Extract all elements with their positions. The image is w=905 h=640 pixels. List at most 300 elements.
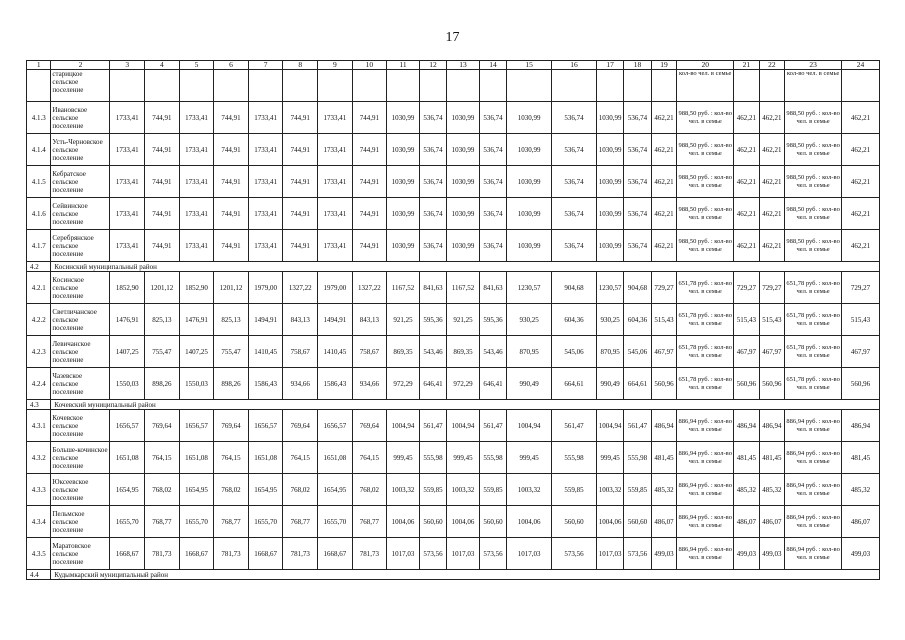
- value-cell: 999,45: [507, 442, 552, 474]
- value-cell: 1004,94: [507, 410, 552, 442]
- value-cell: 515,43: [651, 304, 676, 336]
- note-cell: 988,50 руб. : кол-во чел. в семье: [785, 166, 842, 198]
- value-cell: 664,61: [552, 368, 597, 400]
- value-cell: 573,56: [479, 538, 506, 570]
- value-cell: 755,47: [214, 336, 249, 368]
- value-cell: 1410,45: [248, 336, 283, 368]
- note-cell: 886,94 руб. : кол-во чел. в семье: [677, 410, 734, 442]
- settlement-name: Пельмское сельское поселение: [51, 506, 110, 538]
- note-cell: 886,94 руб. : кол-во чел. в семье: [677, 538, 734, 570]
- value-cell: 462,21: [759, 102, 784, 134]
- value-cell: 769,64: [352, 410, 387, 442]
- value-cell: 486,94: [651, 410, 676, 442]
- value-cell: [479, 70, 506, 102]
- value-cell: 1167,52: [387, 272, 420, 304]
- value-cell: 999,45: [447, 442, 480, 474]
- column-number: 14: [479, 61, 506, 70]
- value-cell: 1733,41: [318, 166, 353, 198]
- value-cell: 768,02: [214, 474, 249, 506]
- value-cell: 1668,67: [179, 538, 214, 570]
- value-cell: 869,35: [387, 336, 420, 368]
- value-cell: [759, 70, 784, 102]
- value-cell: 934,66: [283, 368, 318, 400]
- column-number: 5: [179, 61, 214, 70]
- value-cell: 769,64: [283, 410, 318, 442]
- table-row: [27, 538, 880, 570]
- value-cell: 536,74: [552, 166, 597, 198]
- value-cell: 555,98: [552, 442, 597, 474]
- value-cell: 744,91: [352, 198, 387, 230]
- value-cell: 1668,67: [248, 538, 283, 570]
- note-cell: 651,78 руб. : кол-во чел. в семье: [785, 336, 842, 368]
- table-row: [27, 368, 880, 400]
- value-cell: 595,36: [419, 304, 446, 336]
- value-cell: 1030,99: [596, 230, 623, 262]
- column-number: 15: [507, 61, 552, 70]
- value-cell: [387, 70, 420, 102]
- value-cell: 536,74: [624, 102, 651, 134]
- column-number: 23: [785, 61, 842, 70]
- value-cell: 462,21: [759, 166, 784, 198]
- value-cell: 1030,99: [596, 166, 623, 198]
- value-cell: 462,21: [842, 102, 880, 134]
- value-cell: 1004,06: [507, 506, 552, 538]
- value-cell: 1030,99: [387, 166, 420, 198]
- value-cell: 536,74: [419, 230, 446, 262]
- header-row: [27, 61, 880, 70]
- column-number: 6: [214, 61, 249, 70]
- value-cell: 462,21: [651, 102, 676, 134]
- value-cell: [651, 70, 676, 102]
- column-number: 3: [110, 61, 145, 70]
- row-id: 4.3.1: [27, 410, 51, 442]
- value-cell: 781,73: [145, 538, 180, 570]
- value-cell: 499,03: [759, 538, 784, 570]
- value-cell: 972,29: [447, 368, 480, 400]
- value-cell: 481,45: [734, 442, 759, 474]
- value-cell: 555,98: [479, 442, 506, 474]
- value-cell: 486,07: [651, 506, 676, 538]
- table-row: [27, 442, 880, 474]
- value-cell: 1004,94: [447, 410, 480, 442]
- table-row: [27, 166, 880, 198]
- value-cell: 646,41: [419, 368, 446, 400]
- value-cell: 744,91: [283, 166, 318, 198]
- table-row: [27, 272, 880, 304]
- value-cell: 758,67: [352, 336, 387, 368]
- value-cell: 1733,41: [318, 198, 353, 230]
- column-number: 19: [651, 61, 676, 70]
- value-cell: 1167,52: [447, 272, 480, 304]
- section-id: 4.2: [27, 262, 51, 272]
- value-cell: 462,21: [842, 166, 880, 198]
- value-cell: 536,74: [419, 198, 446, 230]
- value-cell: 499,03: [734, 538, 759, 570]
- value-cell: 1979,00: [248, 272, 283, 304]
- value-cell: 843,13: [283, 304, 318, 336]
- value-cell: 1230,57: [596, 272, 623, 304]
- value-cell: 485,32: [651, 474, 676, 506]
- value-cell: 560,60: [419, 506, 446, 538]
- value-cell: 462,21: [842, 198, 880, 230]
- value-cell: 744,91: [214, 102, 249, 134]
- value-cell: 729,27: [759, 272, 784, 304]
- section-row: [27, 262, 880, 272]
- section-name: Косинский муниципальный район: [51, 262, 880, 272]
- value-cell: 1651,08: [179, 442, 214, 474]
- value-cell: 1586,43: [318, 368, 353, 400]
- value-cell: 1733,41: [318, 230, 353, 262]
- note-cell: 651,78 руб. : кол-во чел. в семье: [677, 272, 734, 304]
- value-cell: 768,77: [214, 506, 249, 538]
- row-id: 4.2.1: [27, 272, 51, 304]
- value-cell: 744,91: [145, 102, 180, 134]
- value-cell: 515,43: [734, 304, 759, 336]
- value-cell: 781,73: [352, 538, 387, 570]
- value-cell: 1030,99: [447, 166, 480, 198]
- table-row: [27, 336, 880, 368]
- page-number: 17: [445, 30, 460, 45]
- value-cell: 481,45: [651, 442, 676, 474]
- value-cell: 646,41: [479, 368, 506, 400]
- value-cell: 764,15: [214, 442, 249, 474]
- value-cell: 1656,57: [110, 410, 145, 442]
- value-cell: 768,77: [283, 506, 318, 538]
- table-row: [27, 474, 880, 506]
- value-cell: 1733,41: [248, 198, 283, 230]
- column-number: 22: [759, 61, 784, 70]
- row-id: 4.2.3: [27, 336, 51, 368]
- note-cell: 651,78 руб. : кол-во чел. в семье: [677, 304, 734, 336]
- value-cell: 870,95: [596, 336, 623, 368]
- value-cell: 486,94: [759, 410, 784, 442]
- value-cell: 462,21: [734, 102, 759, 134]
- value-cell: 921,25: [387, 304, 420, 336]
- settlement-name: Усть-Черновское сельское поселение: [51, 134, 110, 166]
- row-id: 4.1.3: [27, 102, 51, 134]
- value-cell: 1733,41: [318, 134, 353, 166]
- value-cell: 744,91: [283, 134, 318, 166]
- value-cell: 604,36: [624, 304, 651, 336]
- value-cell: 1030,99: [507, 102, 552, 134]
- value-cell: 486,07: [759, 506, 784, 538]
- row-id: 4.2.4: [27, 368, 51, 400]
- value-cell: 1733,41: [248, 166, 283, 198]
- note-cell: 886,94 руб. : кол-во чел. в семье: [785, 442, 842, 474]
- value-cell: [734, 70, 759, 102]
- value-cell: 515,43: [842, 304, 880, 336]
- value-cell: 559,85: [624, 474, 651, 506]
- value-cell: 499,03: [651, 538, 676, 570]
- section-name: Кудымкарский муниципальный район: [51, 570, 880, 580]
- column-number: 20: [677, 61, 734, 70]
- value-cell: 758,67: [283, 336, 318, 368]
- section-id: 4.3: [27, 400, 51, 410]
- value-cell: 1494,91: [248, 304, 283, 336]
- value-cell: 536,74: [419, 134, 446, 166]
- value-cell: 560,60: [552, 506, 597, 538]
- value-cell: 764,15: [283, 442, 318, 474]
- value-cell: 898,26: [214, 368, 249, 400]
- value-cell: 1017,03: [387, 538, 420, 570]
- value-cell: 744,91: [352, 230, 387, 262]
- value-cell: 561,47: [624, 410, 651, 442]
- value-cell: 485,32: [734, 474, 759, 506]
- value-cell: 467,97: [759, 336, 784, 368]
- value-cell: 930,25: [507, 304, 552, 336]
- value-cell: 1003,32: [387, 474, 420, 506]
- value-cell: 1733,41: [248, 102, 283, 134]
- value-cell: 1030,99: [596, 102, 623, 134]
- value-cell: 1494,91: [318, 304, 353, 336]
- value-cell: 467,97: [734, 336, 759, 368]
- value-cell: 1327,22: [352, 272, 387, 304]
- value-cell: 560,96: [759, 368, 784, 400]
- value-cell: 536,74: [552, 102, 597, 134]
- row-id: 4.3.3: [27, 474, 51, 506]
- note-cell: 988,50 руб. : кол-во чел. в семье: [785, 230, 842, 262]
- value-cell: [110, 70, 145, 102]
- value-cell: 1852,90: [110, 272, 145, 304]
- value-cell: 1651,08: [318, 442, 353, 474]
- table-row: [27, 304, 880, 336]
- section-id: 4.4: [27, 570, 51, 580]
- value-cell: 462,21: [651, 230, 676, 262]
- value-cell: [248, 70, 283, 102]
- value-cell: 999,45: [596, 442, 623, 474]
- value-cell: 559,85: [552, 474, 597, 506]
- value-cell: 768,02: [145, 474, 180, 506]
- value-cell: 536,74: [479, 166, 506, 198]
- value-cell: 1656,57: [318, 410, 353, 442]
- note-cell: 651,78 руб. : кол-во чел. в семье: [785, 368, 842, 400]
- value-cell: 486,07: [842, 506, 880, 538]
- value-cell: 1030,99: [507, 166, 552, 198]
- column-number: 2: [51, 61, 110, 70]
- value-cell: 486,07: [734, 506, 759, 538]
- value-cell: 499,03: [842, 538, 880, 570]
- value-cell: 1656,57: [179, 410, 214, 442]
- note-cell: 651,78 руб. : кол-во чел. в семье: [677, 368, 734, 400]
- value-cell: 904,68: [552, 272, 597, 304]
- value-cell: 1651,08: [248, 442, 283, 474]
- value-cell: 1030,99: [596, 198, 623, 230]
- value-cell: 1030,99: [507, 230, 552, 262]
- value-cell: 1733,41: [110, 102, 145, 134]
- value-cell: 1004,06: [387, 506, 420, 538]
- settlement-name: Юксеевское сельское поселение: [51, 474, 110, 506]
- value-cell: 841,63: [419, 272, 446, 304]
- value-cell: 1733,41: [248, 134, 283, 166]
- value-cell: 1476,91: [179, 304, 214, 336]
- note-cell: 988,50 руб. : кол-во чел. в семье: [677, 230, 734, 262]
- value-cell: 1733,41: [110, 198, 145, 230]
- value-cell: 744,91: [352, 102, 387, 134]
- value-cell: 1201,12: [145, 272, 180, 304]
- note-cell: 886,94 руб. : кол-во чел. в семье: [785, 538, 842, 570]
- note-cell: 988,50 руб. : кол-во чел. в семье: [677, 102, 734, 134]
- row-id: 4.3.5: [27, 538, 51, 570]
- value-cell: 560,96: [734, 368, 759, 400]
- value-cell: 604,36: [552, 304, 597, 336]
- value-cell: 1030,99: [387, 102, 420, 134]
- value-cell: 744,91: [352, 166, 387, 198]
- value-cell: 536,74: [479, 198, 506, 230]
- value-cell: 555,98: [419, 442, 446, 474]
- value-cell: 1654,95: [248, 474, 283, 506]
- value-cell: 1327,22: [283, 272, 318, 304]
- value-cell: [507, 70, 552, 102]
- column-number: 9: [318, 61, 353, 70]
- value-cell: 536,74: [419, 102, 446, 134]
- value-cell: 555,98: [624, 442, 651, 474]
- settlement-name: Больше-кочинское сельское поселение: [51, 442, 110, 474]
- value-cell: 561,47: [419, 410, 446, 442]
- note-cell: кол-во чел. в семье: [677, 70, 734, 102]
- value-cell: 744,91: [214, 166, 249, 198]
- settlement-name: Ивановское сельское поселение: [51, 102, 110, 134]
- value-cell: 560,96: [842, 368, 880, 400]
- value-cell: 744,91: [283, 102, 318, 134]
- value-cell: 462,21: [842, 134, 880, 166]
- value-cell: 990,49: [596, 368, 623, 400]
- value-cell: 1733,41: [248, 230, 283, 262]
- value-cell: 536,74: [624, 230, 651, 262]
- value-cell: [145, 70, 180, 102]
- value-cell: [447, 70, 480, 102]
- value-cell: 559,85: [479, 474, 506, 506]
- value-cell: [596, 70, 623, 102]
- value-cell: 744,91: [214, 230, 249, 262]
- value-cell: 744,91: [145, 198, 180, 230]
- value-cell: 1668,67: [110, 538, 145, 570]
- value-cell: 768,77: [352, 506, 387, 538]
- note-cell: 988,50 руб. : кол-во чел. в семье: [785, 102, 842, 134]
- value-cell: 870,95: [507, 336, 552, 368]
- value-cell: 744,91: [214, 134, 249, 166]
- value-cell: 1003,32: [447, 474, 480, 506]
- value-cell: 990,49: [507, 368, 552, 400]
- value-cell: 560,60: [624, 506, 651, 538]
- value-cell: 1004,06: [447, 506, 480, 538]
- settlement-name: Светличанское сельское поселение: [51, 304, 110, 336]
- value-cell: 1852,90: [179, 272, 214, 304]
- settlement-name: Чазевское сельское поселение: [51, 368, 110, 400]
- value-cell: 768,77: [145, 506, 180, 538]
- table-row: [27, 506, 880, 538]
- section-row: [27, 570, 880, 580]
- value-cell: [842, 70, 880, 102]
- value-cell: 536,74: [624, 198, 651, 230]
- note-cell: 651,78 руб. : кол-во чел. в семье: [785, 272, 842, 304]
- row-id: [27, 70, 51, 102]
- value-cell: 462,21: [651, 198, 676, 230]
- settlement-name: Серебрянское сельское поселение: [51, 230, 110, 262]
- value-cell: 573,56: [419, 538, 446, 570]
- value-cell: 1733,41: [110, 134, 145, 166]
- value-cell: 1655,70: [110, 506, 145, 538]
- section-row: [27, 400, 880, 410]
- row-id: 4.1.6: [27, 198, 51, 230]
- value-cell: 559,85: [419, 474, 446, 506]
- value-cell: [179, 70, 214, 102]
- value-cell: [283, 70, 318, 102]
- value-cell: 999,45: [387, 442, 420, 474]
- value-cell: 467,97: [842, 336, 880, 368]
- value-cell: 1733,41: [179, 134, 214, 166]
- value-cell: 744,91: [145, 166, 180, 198]
- value-cell: 1733,41: [179, 198, 214, 230]
- value-cell: 1476,91: [110, 304, 145, 336]
- value-cell: 744,91: [352, 134, 387, 166]
- value-cell: 1550,03: [179, 368, 214, 400]
- value-cell: 462,21: [734, 198, 759, 230]
- note-cell: 988,50 руб. : кол-во чел. в семье: [785, 134, 842, 166]
- note-cell: 988,50 руб. : кол-во чел. в семье: [677, 198, 734, 230]
- note-cell: 988,50 руб. : кол-во чел. в семье: [785, 198, 842, 230]
- value-cell: 543,46: [479, 336, 506, 368]
- note-cell: 886,94 руб. : кол-во чел. в семье: [677, 442, 734, 474]
- value-cell: 768,02: [352, 474, 387, 506]
- value-cell: 545,06: [552, 336, 597, 368]
- value-cell: 869,35: [447, 336, 480, 368]
- column-number: 7: [248, 61, 283, 70]
- value-cell: 843,13: [352, 304, 387, 336]
- value-cell: 1550,03: [110, 368, 145, 400]
- value-cell: 744,91: [214, 198, 249, 230]
- value-cell: 545,06: [624, 336, 651, 368]
- column-number: 1: [27, 61, 51, 70]
- value-cell: 1030,99: [447, 198, 480, 230]
- value-cell: 1230,57: [507, 272, 552, 304]
- value-cell: 1004,94: [596, 410, 623, 442]
- settlement-name: Кочевское сельское поселение: [51, 410, 110, 442]
- value-cell: 462,21: [734, 230, 759, 262]
- value-cell: 898,26: [145, 368, 180, 400]
- value-cell: [318, 70, 353, 102]
- column-number: 17: [596, 61, 623, 70]
- note-cell: кол-во чел. в семье: [785, 70, 842, 102]
- row-id: 4.1.5: [27, 166, 51, 198]
- value-cell: 515,43: [759, 304, 784, 336]
- value-cell: 1733,41: [110, 230, 145, 262]
- value-cell: 1733,41: [318, 102, 353, 134]
- settlement-name: старицкое сельское поселение: [51, 70, 110, 102]
- value-cell: 1003,32: [507, 474, 552, 506]
- value-cell: 536,74: [419, 166, 446, 198]
- value-cell: 729,27: [651, 272, 676, 304]
- column-number: 8: [283, 61, 318, 70]
- value-cell: 744,91: [145, 134, 180, 166]
- value-cell: 462,21: [734, 134, 759, 166]
- value-cell: 1407,25: [179, 336, 214, 368]
- row-id: 4.3.2: [27, 442, 51, 474]
- value-cell: 462,21: [759, 198, 784, 230]
- value-cell: 1656,57: [248, 410, 283, 442]
- value-cell: 904,68: [624, 272, 651, 304]
- column-number: 4: [145, 61, 180, 70]
- value-cell: 561,47: [552, 410, 597, 442]
- value-cell: 1654,95: [179, 474, 214, 506]
- value-cell: 1651,08: [110, 442, 145, 474]
- value-cell: 664,61: [624, 368, 651, 400]
- value-cell: 1030,99: [387, 230, 420, 262]
- value-cell: 560,60: [479, 506, 506, 538]
- value-cell: 769,64: [214, 410, 249, 442]
- settlement-name: Косинское сельское поселение: [51, 272, 110, 304]
- column-number: 21: [734, 61, 759, 70]
- value-cell: 560,96: [651, 368, 676, 400]
